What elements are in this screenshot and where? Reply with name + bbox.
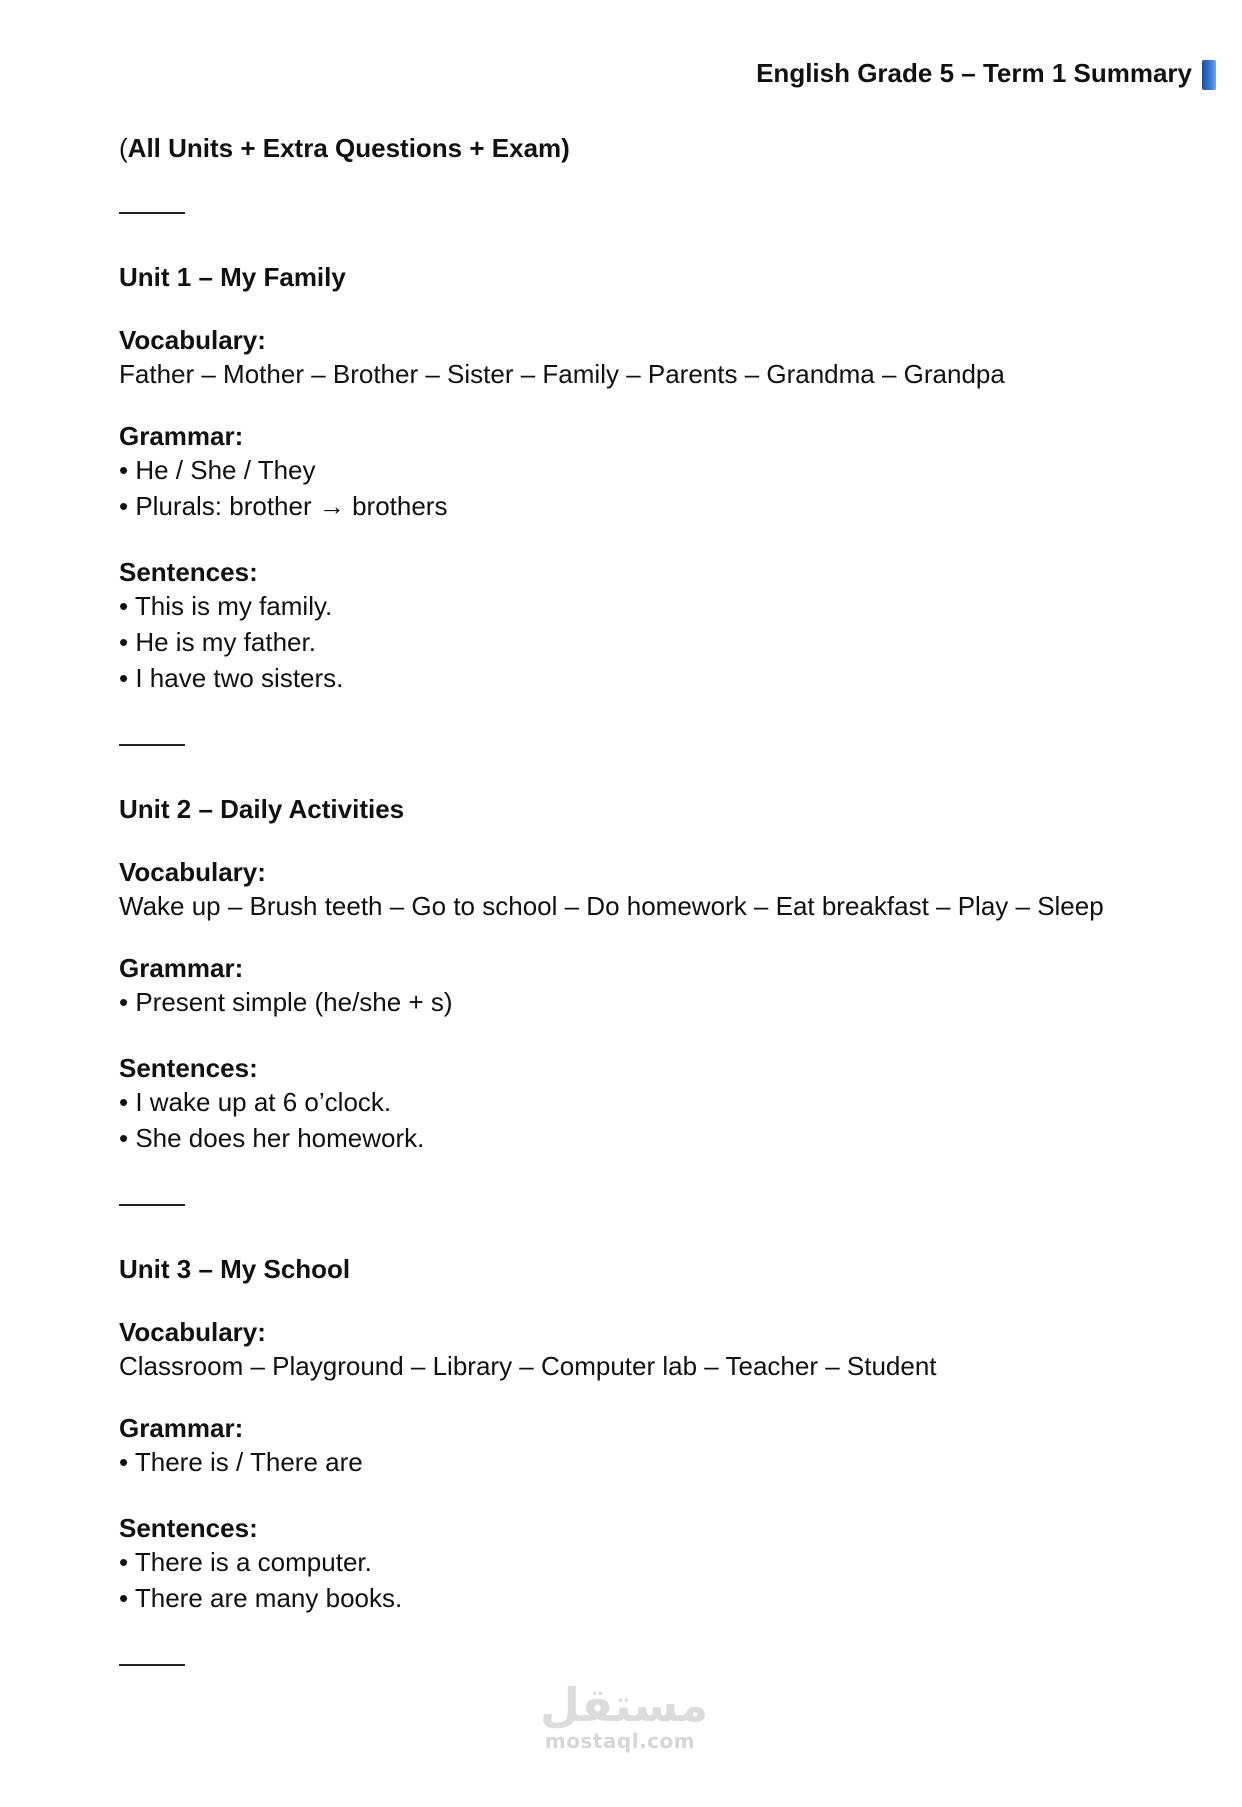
- mostaql-watermark: [540, 1678, 709, 1753]
- unit-heading: Unit 1 – My Family: [119, 262, 346, 292]
- sentence-item: • This is my family.: [119, 591, 333, 621]
- grammar-item: • He / She / They: [119, 455, 316, 485]
- unit-heading: Unit 2 – Daily Activities: [119, 794, 405, 824]
- vocabulary-list: Father – Mother – Brother – Sister – Family – Parents – Grandma – Grandpa: [119, 359, 1005, 389]
- subtitle-open-paren: (: [119, 133, 128, 163]
- grammar-label: Grammar:: [119, 953, 244, 983]
- watermark-arabic: مستقل: [540, 1678, 709, 1732]
- grammar-label: Grammar:: [119, 1413, 244, 1443]
- document-title-text: English Grade 5 – Term 1 Summary: [756, 58, 1192, 88]
- grammar-label: Grammar:: [119, 421, 244, 451]
- unit-heading: Unit 3 – My School: [119, 1254, 351, 1284]
- vocabulary-list: Classroom – Playground – Library – Computer lab – Teacher – Student: [119, 1351, 937, 1381]
- sentence-item: • There are many books.: [119, 1583, 403, 1613]
- subtitle-text: All Units + Extra Questions + Exam: [127, 133, 562, 163]
- sentence-item: • There is a computer.: [119, 1547, 372, 1577]
- sentences-label: Sentences:: [119, 1513, 258, 1543]
- blue-book-icon: [1202, 60, 1216, 90]
- section-divider: [119, 1204, 185, 1206]
- section-divider: [119, 744, 185, 746]
- sentence-item: • She does her homework.: [119, 1123, 425, 1153]
- grammar-item: • Plurals: brother → brothers: [119, 491, 448, 521]
- vocabulary-label: Vocabulary:: [119, 857, 266, 887]
- watermark-latin: mostaql.com: [544, 1729, 696, 1753]
- vocabulary-label: Vocabulary:: [119, 325, 266, 355]
- subtitle-close-paren: ): [561, 133, 570, 163]
- sentence-item: • I have two sisters.: [119, 663, 344, 693]
- vocabulary-list: Wake up – Brush teeth – Go to school – Do homework – Eat breakfast – Play – Sleep: [119, 891, 1104, 921]
- section-divider: [119, 212, 185, 214]
- grammar-item: • Present simple (he/she + s): [119, 987, 453, 1017]
- sentence-item: • I wake up at 6 o’clock.: [119, 1087, 392, 1117]
- grammar-item: • There is / There are: [119, 1447, 363, 1477]
- sentences-label: Sentences:: [119, 557, 258, 587]
- section-divider: [119, 1664, 185, 1666]
- sentences-label: Sentences:: [119, 1053, 258, 1083]
- document-body: [119, 131, 1199, 1666]
- document-subtitle: [119, 131, 1199, 165]
- document-title: [756, 58, 1216, 89]
- vocabulary-label: Vocabulary:: [119, 1317, 266, 1347]
- sentence-item: • He is my father.: [119, 627, 316, 657]
